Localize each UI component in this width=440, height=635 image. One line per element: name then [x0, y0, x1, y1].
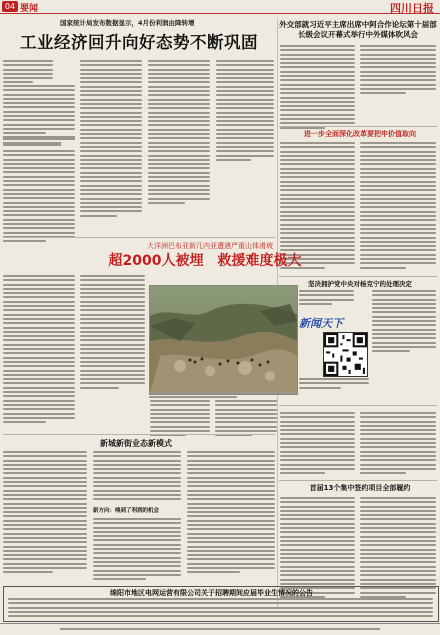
- notice-table: [8, 598, 433, 619]
- feature-kicker: 大洋洲巴布亚新几内亚遭遇严重山体滑坡: [147, 242, 273, 250]
- section-name: 要闻: [20, 4, 39, 14]
- right-section-5-title: 首届13个集中签约项目全部履约: [309, 484, 411, 492]
- section-rule-4: [279, 480, 437, 481]
- landslide-photo: [149, 285, 298, 395]
- lead-summary: [3, 60, 53, 86]
- feature-headline: 超2000人被埋 救援难度极大: [108, 253, 302, 269]
- qr-brand: 新闻天下: [299, 317, 343, 330]
- masthead: [0, 0, 440, 14]
- sidebar-note: [299, 290, 354, 307]
- right-section-3-col: [372, 290, 436, 354]
- lower-rule: [3, 434, 275, 435]
- right-headline: 外交部就习近平主席出席中阿合作论坛第十届部长级会议开幕式举行中外媒体吹风会: [279, 20, 437, 39]
- right-article-col-a: [280, 45, 355, 131]
- section-rule-3: [279, 405, 437, 406]
- right-section-5-col-a: [280, 497, 355, 600]
- page-number: 04: [2, 1, 18, 12]
- lower-col-3: [187, 451, 275, 576]
- lower-headline: 新城新街业态新模式: [100, 439, 172, 448]
- section-rule: [279, 126, 437, 127]
- feature-rule: [3, 237, 275, 238]
- photo-illustration: [150, 286, 297, 394]
- article-column-4: [216, 60, 274, 163]
- right-section-3-title: 坚决拥护党中央对杨克宁的处理决定: [308, 280, 412, 288]
- article-column-1b: [3, 150, 75, 245]
- article-column-2: [80, 60, 142, 219]
- article-column-3: [148, 60, 210, 206]
- right-section-4-col-b: [360, 412, 436, 476]
- newspaper-logo: 四川日报: [390, 2, 434, 15]
- qr-code[interactable]: [323, 332, 368, 377]
- right-section-2-title: 进一步全面深化改革要把牢价值取向: [304, 130, 416, 138]
- feature-column-0: [3, 275, 75, 425]
- right-section-5-col-b: [360, 497, 436, 600]
- right-article-col-b: [360, 45, 436, 97]
- qr-code-icon: [324, 333, 367, 376]
- lower-col-2b: [93, 518, 181, 582]
- page-footer: [0, 623, 440, 635]
- top-headline: 工业经济回升向好态势不断巩固: [20, 33, 258, 52]
- lower-col-1: [3, 451, 87, 576]
- feature-column-2: [150, 400, 210, 439]
- article-column-1: [3, 85, 75, 137]
- lower-col-2: [93, 451, 181, 503]
- feature-column-1: [80, 275, 145, 391]
- qr-caption: [299, 378, 369, 391]
- notice-title: 绵阳市地区电网运营有限公司关于招聘期间应届毕业生情况的公告: [110, 589, 313, 597]
- right-section-4-col-a: [280, 412, 355, 476]
- feature-column-3: [215, 400, 277, 439]
- top-kicker: 国家统计局发布数据显示，4月份利润由降转增: [60, 19, 195, 27]
- side-headline: [3, 136, 75, 146]
- lower-subhead: 新方向：嗅到了利润的机会: [93, 508, 160, 514]
- right-section-2-col-b: [360, 142, 436, 271]
- section-rule-2: [279, 276, 437, 277]
